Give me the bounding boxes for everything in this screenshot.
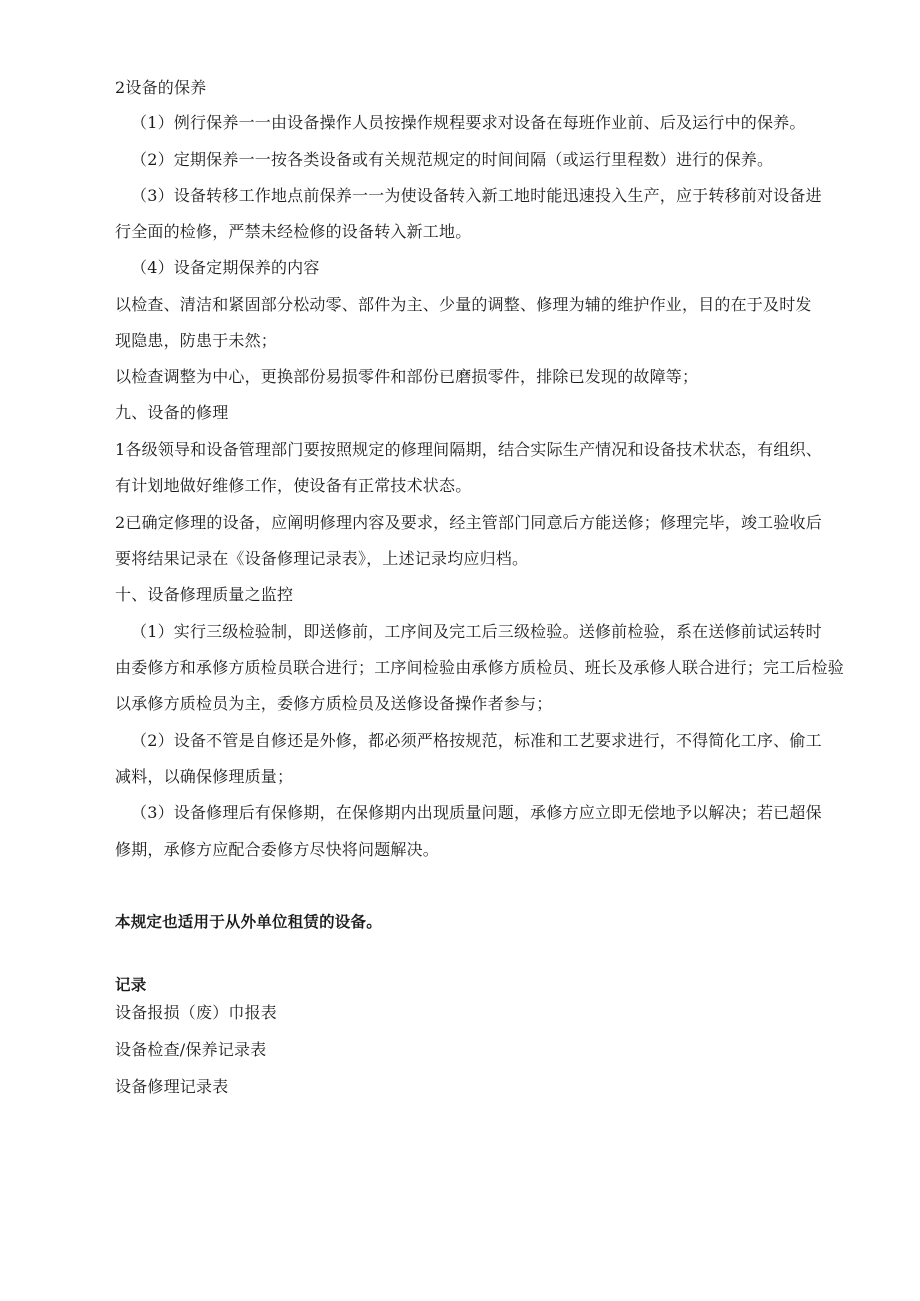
record-item: 设备报损（废）巾报表 xyxy=(115,1003,278,1022)
repair-paragraph-1-line-1: 1各级领导和设备管理部门要按照规定的修理间隔期，结合实际生产情况和设备技术状态，有组织、 xyxy=(115,440,822,459)
records-heading: 记录 xyxy=(115,976,147,994)
repair-paragraph-2-line-2: 要将结果记录在《设备修理记录表》，上述记录均应归档。 xyxy=(115,549,529,568)
quality-item-2-line-1: （2）设备不管是自修还是外修，都必须严格按规范，标准和工艺要求进行，不得简化工序、偷工 xyxy=(131,731,822,750)
section-heading-maintenance: 2设备的保养 xyxy=(115,78,207,97)
content-paragraph-2: 以检查调整为中心，更换部份易损零件和部份已磨损零件，排除已发现的故障等； xyxy=(115,367,699,386)
content-paragraph-1-line-1: 以检查、清洁和紧固部分松动零、部件为主、少量的调整、修理为辅的维护作业，目的在于及时发 xyxy=(115,295,812,314)
record-item: 设备检查/保养记录表 xyxy=(115,1040,267,1059)
maintenance-item-3-line-1: （3）设备转移工作地点前保养一一为使设备转入新工地时能迅速投入生产，应于转移前对设备进 xyxy=(131,186,822,205)
applicability-note: 本规定也适用于从外单位租赁的设备。 xyxy=(115,913,382,931)
section-heading-repair: 九、设备的修理 xyxy=(115,403,229,422)
maintenance-item-3-line-2: 行全面的检修，严禁未经检修的设备转入新工地。 xyxy=(115,222,472,241)
record-item: 设备修理记录表 xyxy=(115,1077,229,1096)
content-paragraph-1-line-2: 现隐患，防患于未然； xyxy=(115,331,278,350)
quality-item-1-line-1: （1）实行三级检验制，即送修前，工序间及完工后三级检验。送修前检验，系在送修前试运转时 xyxy=(131,622,822,641)
quality-item-1-line-3: 以承修方质检员为主，委修方质检员及送修设备操作者参与； xyxy=(115,694,553,713)
quality-item-3-line-1: （3）设备修理后有保修期，在保修期内出现质量问题，承修方应立即无偿地予以解决；若已超保 xyxy=(131,803,822,822)
maintenance-item-4: （4）设备定期保养的内容 xyxy=(131,258,320,277)
repair-paragraph-2-line-1: 2已确定修理的设备，应阐明修理内容及要求，经主管部门同意后方能送修；修理完毕，竣工验收后 xyxy=(115,513,822,532)
quality-item-1-line-2: 由委修方和承修方质检员联合进行；工序间检验由承修方质检员、班长及承修人联合进行；完工后检验 xyxy=(115,658,845,677)
quality-item-3-line-2: 修期，承修方应配合委修方尽快将问题解决。 xyxy=(115,840,440,859)
repair-paragraph-1-line-2: 有计划地做好维修工作，使设备有正常技术状态。 xyxy=(115,476,472,495)
maintenance-item-2: （2）定期保养一一按各类设备或有关规范规定的时间间隔（或运行里程数）进行的保养。 xyxy=(131,150,774,169)
maintenance-item-1: （1）例行保养一一由设备操作人员按操作规程要求对设备在每班作业前、后及运行中的保养。 xyxy=(131,113,806,132)
quality-item-2-line-2: 减料，以确保修理质量； xyxy=(115,767,294,786)
section-heading-quality: 十、设备修理质量之监控 xyxy=(115,585,294,604)
